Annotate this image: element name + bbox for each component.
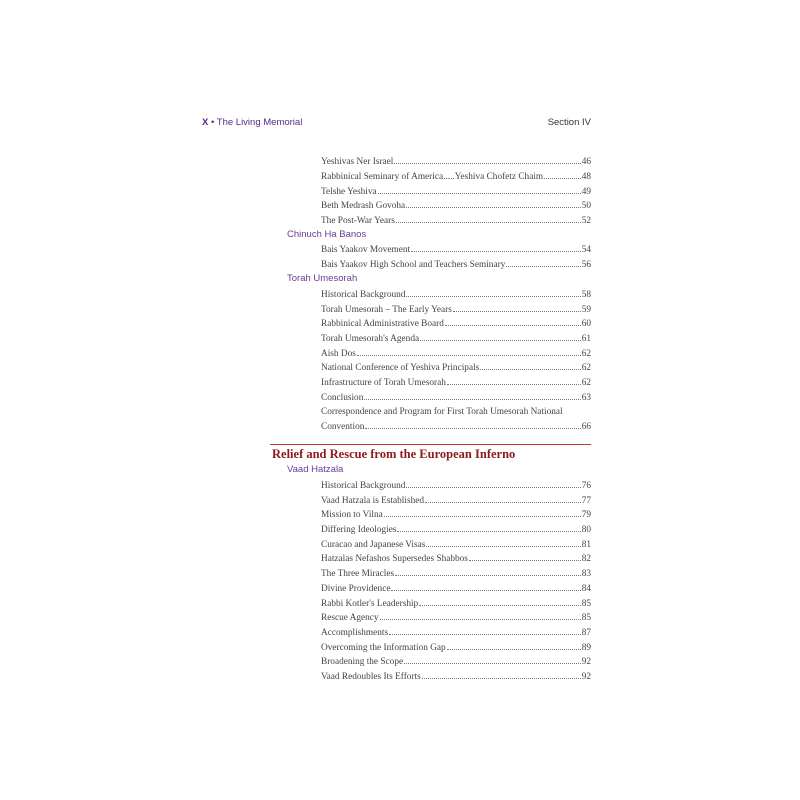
subsection-heading: Chinuch Ha Banos xyxy=(287,229,367,240)
toc-entry: Curacao and Japanese Visas 81 xyxy=(321,540,591,550)
toc-entry: Bais Yaakov Movement 54 xyxy=(321,245,591,255)
toc-entry: Torah Umesorah's Agenda 61 xyxy=(321,334,591,344)
toc-entry: The Post-War Years 52 xyxy=(321,216,591,226)
toc-entry: Overcoming the Information Gap 89 xyxy=(321,643,591,653)
toc-entry: Infrastructure of Torah Umesorah 62 xyxy=(321,378,591,388)
toc-entry: Hatzalas Nefashos Supersedes Shabbos 82 xyxy=(321,554,591,564)
toc-entry: Broadening the Scope 92 xyxy=(321,657,591,667)
toc-entry: Accomplishments 87 xyxy=(321,628,591,638)
running-head xyxy=(202,117,591,133)
section-title: Relief and Rescue from the European Inferno xyxy=(272,447,516,461)
section-rule xyxy=(270,444,591,445)
page-number: X xyxy=(202,117,209,128)
subsection-heading: Torah Umesorah xyxy=(287,273,358,284)
toc-entry: Torah Umesorah – The Early Years 59 xyxy=(321,305,591,315)
toc-entry: Beth Medrash Govoha 50 xyxy=(321,201,591,211)
toc-entry: Rabbinical Seminary of America.....Yeshiva Chofetz Chaim 48 xyxy=(321,172,591,182)
toc-entry: Divine Providence 84 xyxy=(321,584,591,594)
toc-entry: Telshe Yeshiva 49 xyxy=(321,187,591,197)
toc-entry: Bais Yaakov High School and Teachers Seminary 56 xyxy=(321,260,591,270)
running-head-left xyxy=(202,117,302,128)
section-label: Section IV xyxy=(547,117,591,128)
toc-entry: Rabbi Kotler's Leadership 85 xyxy=(321,599,591,609)
subsection-heading: Vaad Hatzala xyxy=(287,464,344,475)
book-title: The Living Memorial xyxy=(216,117,303,128)
toc-entry: Mission to Vilna 79 xyxy=(321,510,591,520)
toc-entry: National Conference of Yeshiva Principals 62 xyxy=(321,363,591,373)
toc-entry: Rabbinical Administrative Board 60 xyxy=(321,319,591,329)
toc-entry: Conclusion 63 xyxy=(321,393,591,403)
toc-entry: Historical Background 76 xyxy=(321,481,591,491)
toc-entry: Rescue Agency 85 xyxy=(321,613,591,623)
toc-entry: Historical Background 58 xyxy=(321,290,591,300)
header-bullet: • xyxy=(210,117,215,128)
toc-entry: The Three Miracles 83 xyxy=(321,569,591,579)
toc-entry: Vaad Redoubles Its Efforts 92 xyxy=(321,672,591,682)
toc-entry-multiline: Correspondence and Program for First Torah Umesorah National Convention 66 xyxy=(321,407,591,432)
toc-entry: Aish Dos 62 xyxy=(321,349,591,359)
toc-entry: Vaad Hatzala is Established 77 xyxy=(321,496,591,506)
toc-entry: Yeshivas Ner Israel 46 xyxy=(321,157,591,167)
toc-entry: Differing Ideologies 80 xyxy=(321,525,591,535)
